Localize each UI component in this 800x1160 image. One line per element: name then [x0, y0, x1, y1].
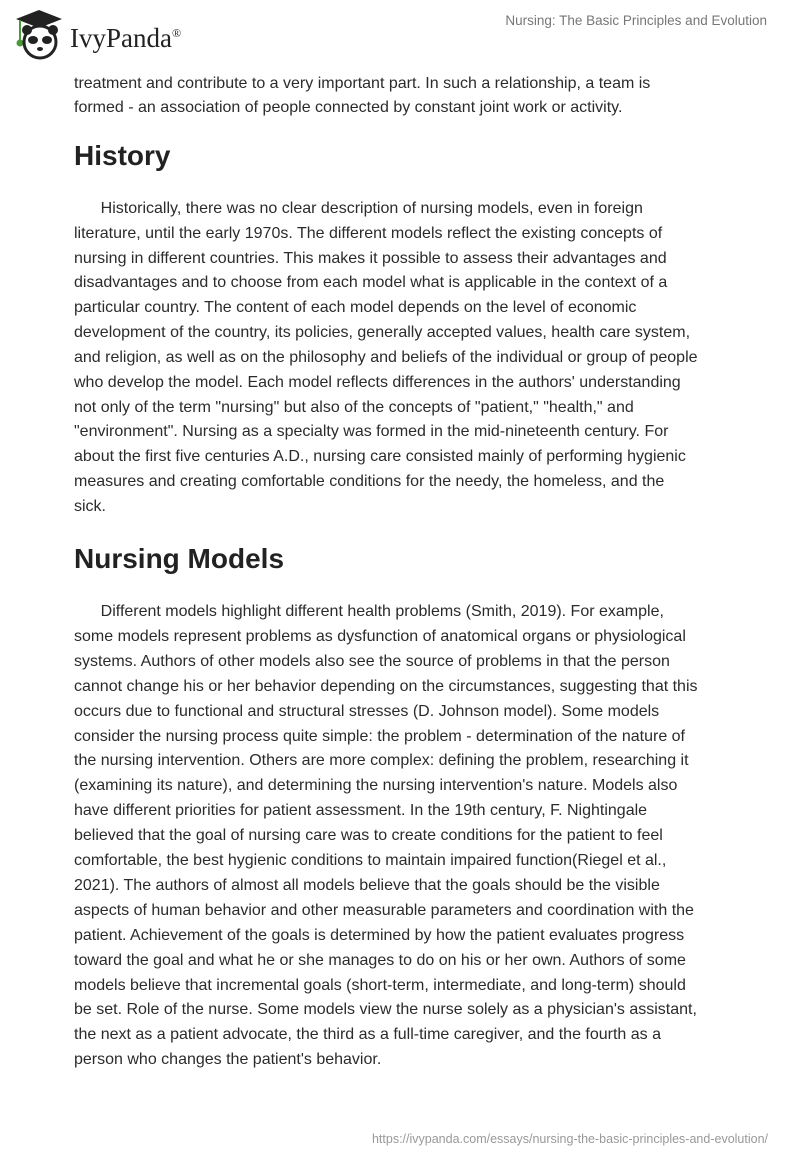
document-title: Nursing: The Basic Principles and Evolution [505, 13, 767, 28]
text-line: comfortable, the best hygienic conditions to maintain impaired function(Riegel et al., [74, 852, 667, 869]
text-line: particular country. The content of each model depends on the level of economic [74, 299, 637, 317]
text-line: measures and creating comfortable conditions for the needy, the homeless, and the [74, 473, 665, 491]
panda-graduate-icon [12, 8, 66, 60]
text-line: be set. Role of the nurse. Some models view the nurse solely as a physician's assistant, [74, 1001, 697, 1019]
text-line: toward the goal and what he or she manages to do on his or her own. Authors of some [74, 951, 686, 969]
text-line: the nursing intervention. Others are more complex: defining the problem, researching it [74, 752, 689, 770]
text-line: (examining its nature), and determining the nursing intervention's nature. Models also [74, 777, 678, 795]
text-line: disadvantages and to choose from each model what is applicable in the context of a [74, 274, 668, 292]
text-line: sick. [74, 497, 106, 515]
text-line: formed - an association of people connected by constant joint work or activity. [74, 99, 623, 116]
text-line: development of the country, its policies, generally accepted values, health care system, [74, 324, 691, 342]
text-line: the next as a patient advocate, the third as a full-time caregiver, and the fourth as a [74, 1026, 662, 1044]
footer-url[interactable]: https://ivypanda.com/essays/nursing-the-basic-principles-and-evolution/ [371, 1132, 768, 1146]
brand-name: IvyPanda® [70, 22, 182, 53]
text-line: patient. Achievement of the goals is determined by how the patient evaluates progress [74, 926, 685, 944]
text-line: 2021). The authors of almost all models believe that the goals should be the visible [74, 876, 660, 894]
text-line: consider the nursing process quite simple: the problem - determination of the nature of [74, 727, 685, 745]
text-line: have different priorities for patient assessment. In the 19th century, F. Nightingale [74, 802, 648, 820]
text-line: Different models highlight different health problems (Smith, 2019). For example, [74, 603, 664, 620]
text-line: about the first five centuries A.D., nursing care consisted mainly of performing hygienic [74, 448, 686, 466]
registered-mark: ® [171, 25, 182, 40]
text-line: Historically, there was no clear description of nursing models, even in foreign [74, 200, 643, 217]
ivypanda-logo[interactable] [12, 8, 181, 60]
section-heading-nursing-models: Nursing Models [74, 543, 285, 574]
text-line: treatment and contribute to a very important part. In such a relationship, a team is [74, 75, 651, 92]
text-line: cannot change his or her behavior depending on the circumstances, suggesting that this [74, 677, 698, 695]
text-line: believed that the goal of nursing care was to create conditions for the patient to feel [74, 827, 663, 845]
text-line: aspects of human behavior and other measurable parameters and coordination with the [74, 901, 694, 919]
text-line: not only of the term "nursing" but also of the concepts of "patient," "health," and [74, 398, 634, 416]
text-line: person who changes the patient's behavior. [74, 1051, 382, 1069]
text-line: literature, until the early 1970s. The different models reflect the existing concepts of [74, 224, 663, 242]
text-line: who develop the model. Each model reflects differences in the authors' understanding [74, 373, 681, 391]
text-line: "environment". Nursing as a specialty was formed in the mid-nineteenth century. For [74, 423, 669, 441]
text-line: and religion, as well as on the philosophy and beliefs of the individual or group of people [74, 348, 698, 366]
text-line: models believe that incremental goals (short-term, intermediate, and long-term) should [74, 976, 686, 994]
text-line: some models represent problems as dysfunction of anatomical organs or physiological [74, 627, 686, 645]
text-line: occurs due to functional and structural stresses (D. Johnson model). Some models [74, 702, 660, 720]
header [0, 0, 800, 60]
text-line: systems. Authors of other models also see the source of problems in that the person [74, 652, 670, 670]
section-heading-history: History [74, 140, 171, 171]
text-line: nursing in different countries. This makes it possible to assess their advantages and [74, 249, 667, 267]
